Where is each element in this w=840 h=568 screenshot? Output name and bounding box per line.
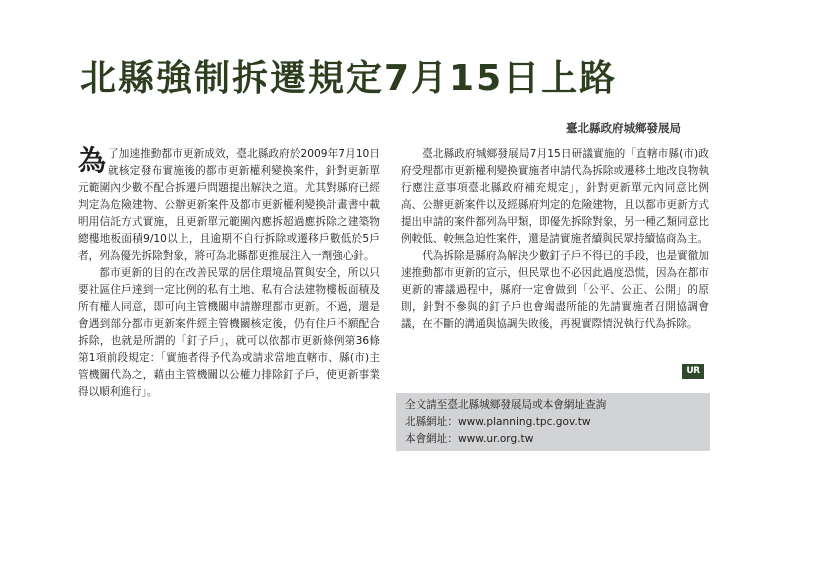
info-box	[396, 393, 710, 451]
left-paragraph-1-text: 了加速推動都市更新成效，臺北縣政府於2009年7月10日就核定發布實施後的都市更新權利變換案件，針對更新單元範圍內少數不配合拆遷戶問題提出解決之道。尤其對縣府已經判定為危險建物、公辦更新案件及都市更新權利變換計畫書中載明用信託方式實施，且更新單元範圍內應拆超過應拆除之建築物總樓地板面積9/10以上，且逾期不自行拆除或遷移戶數低於5戶者，列為優先拆除對象，將可為北縣都更推展注入一劑強心針。	[78, 148, 380, 262]
article-title: 北縣強制拆遷規定7月15日上路	[80, 58, 618, 99]
dropcap: 為	[78, 144, 107, 177]
right-paragraph-2: 代為拆除是縣府為解決少數釘子戶不得已的手段，也是實徹加速推動都市更新的宣示，但民眾也不必因此過度恐慌，因為在都市更新的審議過程中，縣府一定會做到「公平、公正、公開」的原則，針對不參與的釘子戶也會竭盡所能的先請實施者召開協調會議，在不斷的溝通與協調失敗後，再視實際情況執行代為拆除。	[401, 250, 709, 330]
article-byline: 臺北縣政府城鄉發展局	[566, 121, 681, 135]
right-paragraph-1: 臺北縣政府城鄉發展局7月15日研議實施的「直轄市縣(市)政府受理都市更新權利變換實施者申請代為拆除或遷移土地改良物執行應注意事項臺北縣政府補充規定」，針對更新單元內同意比例高、公辦更新案件以及經縣府判定的危險建物，且以都市更新方式提出申請的案件都列為甲類，即優先拆除對象，另一種乙類同意比例較低、較無急迫性案件，還是請實施者續與民眾持續協商為主。	[401, 148, 709, 245]
info-box-county-url[interactable]: 北縣網址：www.planning.tpc.gov.tw	[405, 416, 591, 428]
right-column	[401, 146, 709, 333]
ur-logo-icon: UR	[682, 364, 704, 379]
info-box-note: 全文請至臺北縣城鄉發展局或本會網址查詢	[405, 399, 607, 411]
left-paragraph-2: 都市更新的目的在改善民眾的居住環境品質與安全，所以只要社區住戶達到一定比例的私有土地、私有合法建物樓板面積及所有權人同意，即可向主管機關申請辦理都市更新。不過，還是會遇到部分都市更新案件經主管機關核定後，仍有住戶不願配合拆除，也就是所謂的「釘子戶」，就可以依都市更新條例第36條第1項前段規定：「實施者得予代為或請求當地直轄市、縣(市)主管機關代為之，藉由主管機關以公權力排除釘子戶，使更新事業得以順利進行」。	[78, 267, 380, 398]
left-column	[78, 146, 380, 401]
info-box-association-url[interactable]: 本會網址：www.ur.org.tw	[405, 433, 534, 445]
left-paragraph-1	[78, 146, 380, 265]
